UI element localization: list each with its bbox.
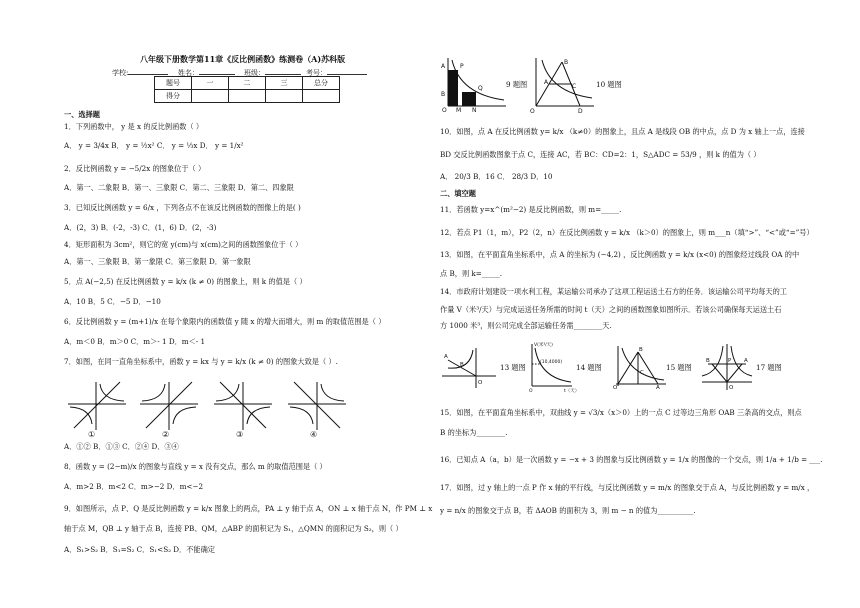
question-17-figure	[700, 342, 754, 392]
question-15-cont: B 的坐标为________.	[440, 428, 508, 437]
score-table-score-row	[155, 90, 340, 103]
svg-text:B: B	[564, 59, 569, 66]
svg-text:O: O	[613, 385, 618, 391]
question-2-options: A．第一、二象限 B．第一、三象限 C．第二、三象限 D．第二、四象限	[64, 183, 294, 192]
question-10: 10．如图，点 A 在反比例函数 y= k/x （k≠0）的图象上，且点 A 是线段 OB 的中点，点 D 为 x 轴上一点，连接	[440, 127, 805, 136]
q14-axis-label: V(米³/天)	[534, 343, 553, 348]
question-8-options: A．m>2 B．m<2 C．m>−2 D．m<−2	[64, 482, 204, 491]
question-14-figure	[528, 340, 580, 394]
svg-text:A: A	[444, 354, 448, 360]
question-14: 14．市政府计划建设一项水利工程，某运输公司承办了这项工程运送土石方的任务．该运输公司平均每天的工	[440, 287, 787, 296]
question-10-cont: BD 交反比例函数图象于点 C，连接 AC，若 BC：CD=2：1，S△ADC = 53/9 ，则 k 的值为（ ）	[440, 150, 761, 159]
score-cell[interactable]	[229, 90, 266, 103]
svg-text:C: C	[640, 370, 644, 376]
score-cell[interactable]	[266, 90, 303, 103]
question-6-options: A．m＜0 B．m＞0 C．m＞- 1 D．m＜- 1	[64, 337, 206, 346]
figure-label-q13: 13 题图	[500, 363, 526, 372]
score-cell: 二	[229, 77, 266, 90]
score-cell: 题号	[155, 77, 192, 90]
svg-text:Q: Q	[478, 85, 483, 92]
score-cell: 三	[266, 77, 303, 90]
q14-point-label: (10,4000)	[540, 360, 563, 365]
svg-text:O: O	[530, 108, 535, 115]
svg-text:O: O	[729, 385, 734, 391]
svg-text:C: C	[572, 83, 577, 90]
question-7: 7．如图，在同一直角坐标系中，函数 y = kx 与 y = k/x (k ≠ 0) 的图象大致是（ ）.	[64, 357, 338, 366]
figure-label-q9: 9 题图	[506, 80, 528, 89]
score-cell: 总分	[303, 77, 340, 90]
question-9: 9．如图所示，点 P、Q 是反比例函数 y = k/x 图象上的两点，PA ⊥ y 轴于点 A，ON ⊥ x 轴于点 N，作 PM ⊥ x	[64, 504, 433, 513]
svg-text:A: A	[441, 63, 446, 70]
figure-label-q10: 10 题图	[596, 80, 622, 89]
figure-label-q14: 14 题图	[576, 363, 602, 372]
score-cell[interactable]	[303, 90, 340, 103]
graph-label-1: ①	[88, 430, 96, 439]
score-table	[154, 76, 340, 103]
page-title: 八年级下册数学第11章《反比例函数》练测卷（A)苏科版	[140, 54, 346, 64]
question-10-options: A． 20/3 B．16 C． 28/3 D．10	[440, 172, 553, 181]
svg-text:O: O	[529, 389, 533, 394]
exam-no-label: 考号：	[306, 67, 367, 78]
question-5: 5．点 A(−2,5) 在反比例函数 y = k/x (k ≠ 0) 的图象上，则 k 的值是（ ）	[64, 277, 307, 286]
question-9-options: A．S₁>S₂ B．S₁=S₂ C．S₁<S₂ D．不能确定	[64, 545, 215, 554]
question-15: 15．如图，在平面直角坐标系中，双曲线 y = √3/x（x＞0）上的一点 C 过等边三角形 OAB 三条高的交点，则点	[440, 408, 802, 417]
score-cell: 一	[192, 77, 229, 90]
svg-text:D: D	[578, 108, 583, 115]
section-heading-fill: 二、填空题	[440, 189, 476, 198]
question-16: 16．已知点 A（a，b）是一次函数 y = −x + 3 的图象与反比例函数 y = 1/x 的图像的一个交点，则 1/a + 1/b = ___.	[440, 455, 823, 464]
question-9-cont: 轴于点 M，QB ⊥ y 轴于点 B，连接 PB、QM，△ABP 的面积记为 S₁，△QMN 的面积记为 S₂，则（ ）	[64, 524, 403, 533]
name-label: 姓名：	[178, 67, 235, 78]
question-9-figure	[440, 56, 510, 112]
figure-label-q15: 15 题图	[666, 363, 692, 372]
graph-label-3: ③	[236, 430, 244, 439]
svg-text:A: A	[544, 79, 549, 86]
question-15-figure	[612, 344, 668, 390]
question-17-cont: y = n/x 的图象交于点 B，若 ΔAOB 的面积为 3，则 m − n 的值为__________.	[440, 506, 696, 515]
school-label: 学校:	[112, 67, 168, 78]
svg-text:O: O	[478, 380, 483, 386]
svg-text:B: B	[706, 358, 710, 364]
question-5-options: A．10 B．5 C．−5 D．−10	[64, 297, 161, 306]
svg-text:N: N	[472, 107, 477, 114]
figure-label-q17: 17 题图	[756, 363, 782, 372]
question-7-options: A．①② B．①③ C．②④ D．③④	[64, 442, 179, 451]
svg-text:B: B	[460, 362, 464, 368]
question-1-options: A． y = 3/4x B． y = ½x² C． y = ⅓x D． y = 1/x²	[64, 141, 244, 150]
question-3-options: A．(2，3) B．(-2，-3) C．(1，6) D．(2，-3)	[64, 223, 217, 232]
svg-text:t（天）: t（天）	[564, 389, 580, 394]
svg-text:O: O	[442, 107, 447, 114]
score-cell: 得分	[155, 90, 192, 103]
question-14-cont2: 方 1000 米³，则公司完成全部运输任务需________天.	[440, 321, 612, 330]
question-6: 6．反比例函数 y = (m+1)/x 在每个象限内的函数值 y 随 x 的增大而增大，则 m 的取值范围是（ ）	[64, 317, 386, 326]
svg-text:B: B	[639, 347, 643, 353]
question-10-figure	[528, 56, 598, 114]
question-2: 2．反比例函数 y = −5/2x 的图象位于（ ）	[64, 164, 206, 173]
score-cell[interactable]	[192, 90, 229, 103]
question-8: 8．函数 y = (2−m)/x 的图象与直线 y = x 没有交点，那么 m 的取值范围是（ ）	[64, 462, 327, 471]
question-13-figure	[440, 346, 498, 390]
question-14-cont: 作量 V（米³/天）与完成运送任务所需的时间 t（天）之间的函数图象如图所示．若该公司确保每天运送土石	[440, 305, 782, 314]
question-3: 3．已知反比例函数 y = 6/x ，下列各点不在该反比例函数的图像上的是( )	[64, 203, 301, 212]
svg-text:M: M	[456, 107, 462, 114]
question-4: 4．矩形面积为 3cm²，则它的宽 y(cm)与 x(cm)之间的函数图象位于（ ）	[64, 240, 303, 249]
question-12: 12．若点 P1（1，m），P2（2，n）在反比例函数 y = k/x （k＞0）的图象上，则 m___n（填“>”、“<”或“=”号）	[440, 228, 814, 237]
question-13: 13．如图，在平面直角坐标系中，点 A 的坐标为 (−4,2) ，反比例函数 y = k/x (x<0) 的图象经过线段 OA 的中	[440, 250, 800, 259]
question-13-cont: 点 B，则 k=_____.	[440, 269, 503, 278]
svg-text:P: P	[460, 63, 464, 70]
question-4-options: A．第一、三象限 B．第一象限 C．第三象限 D．第一象限	[64, 257, 251, 266]
question-7-graphs	[66, 380, 356, 438]
svg-text:B: B	[441, 91, 446, 98]
svg-text:P: P	[728, 358, 732, 364]
question-1: 1．下列函数中， y 是 x 的反比例函数（ ）	[64, 122, 204, 131]
svg-text:A: A	[656, 385, 660, 391]
section-heading-choice: 一、选择题	[64, 110, 100, 119]
graph-label-4: ④	[310, 430, 318, 439]
score-table-header-row	[155, 77, 340, 90]
svg-text:A: A	[744, 358, 748, 364]
question-17: 17．如图，过 y 轴上的一点 P 作 x 轴的平行线，与反比例函数 y = m/x 的图象交于点 A，与反比例函数 y = m/x ，	[440, 483, 815, 492]
class-label: 班级：	[244, 67, 301, 78]
graph-label-2: ②	[162, 430, 170, 439]
question-11: 11．若函数 y=x^(m²−2) 是反比例函数，则 m=_____.	[440, 205, 622, 214]
